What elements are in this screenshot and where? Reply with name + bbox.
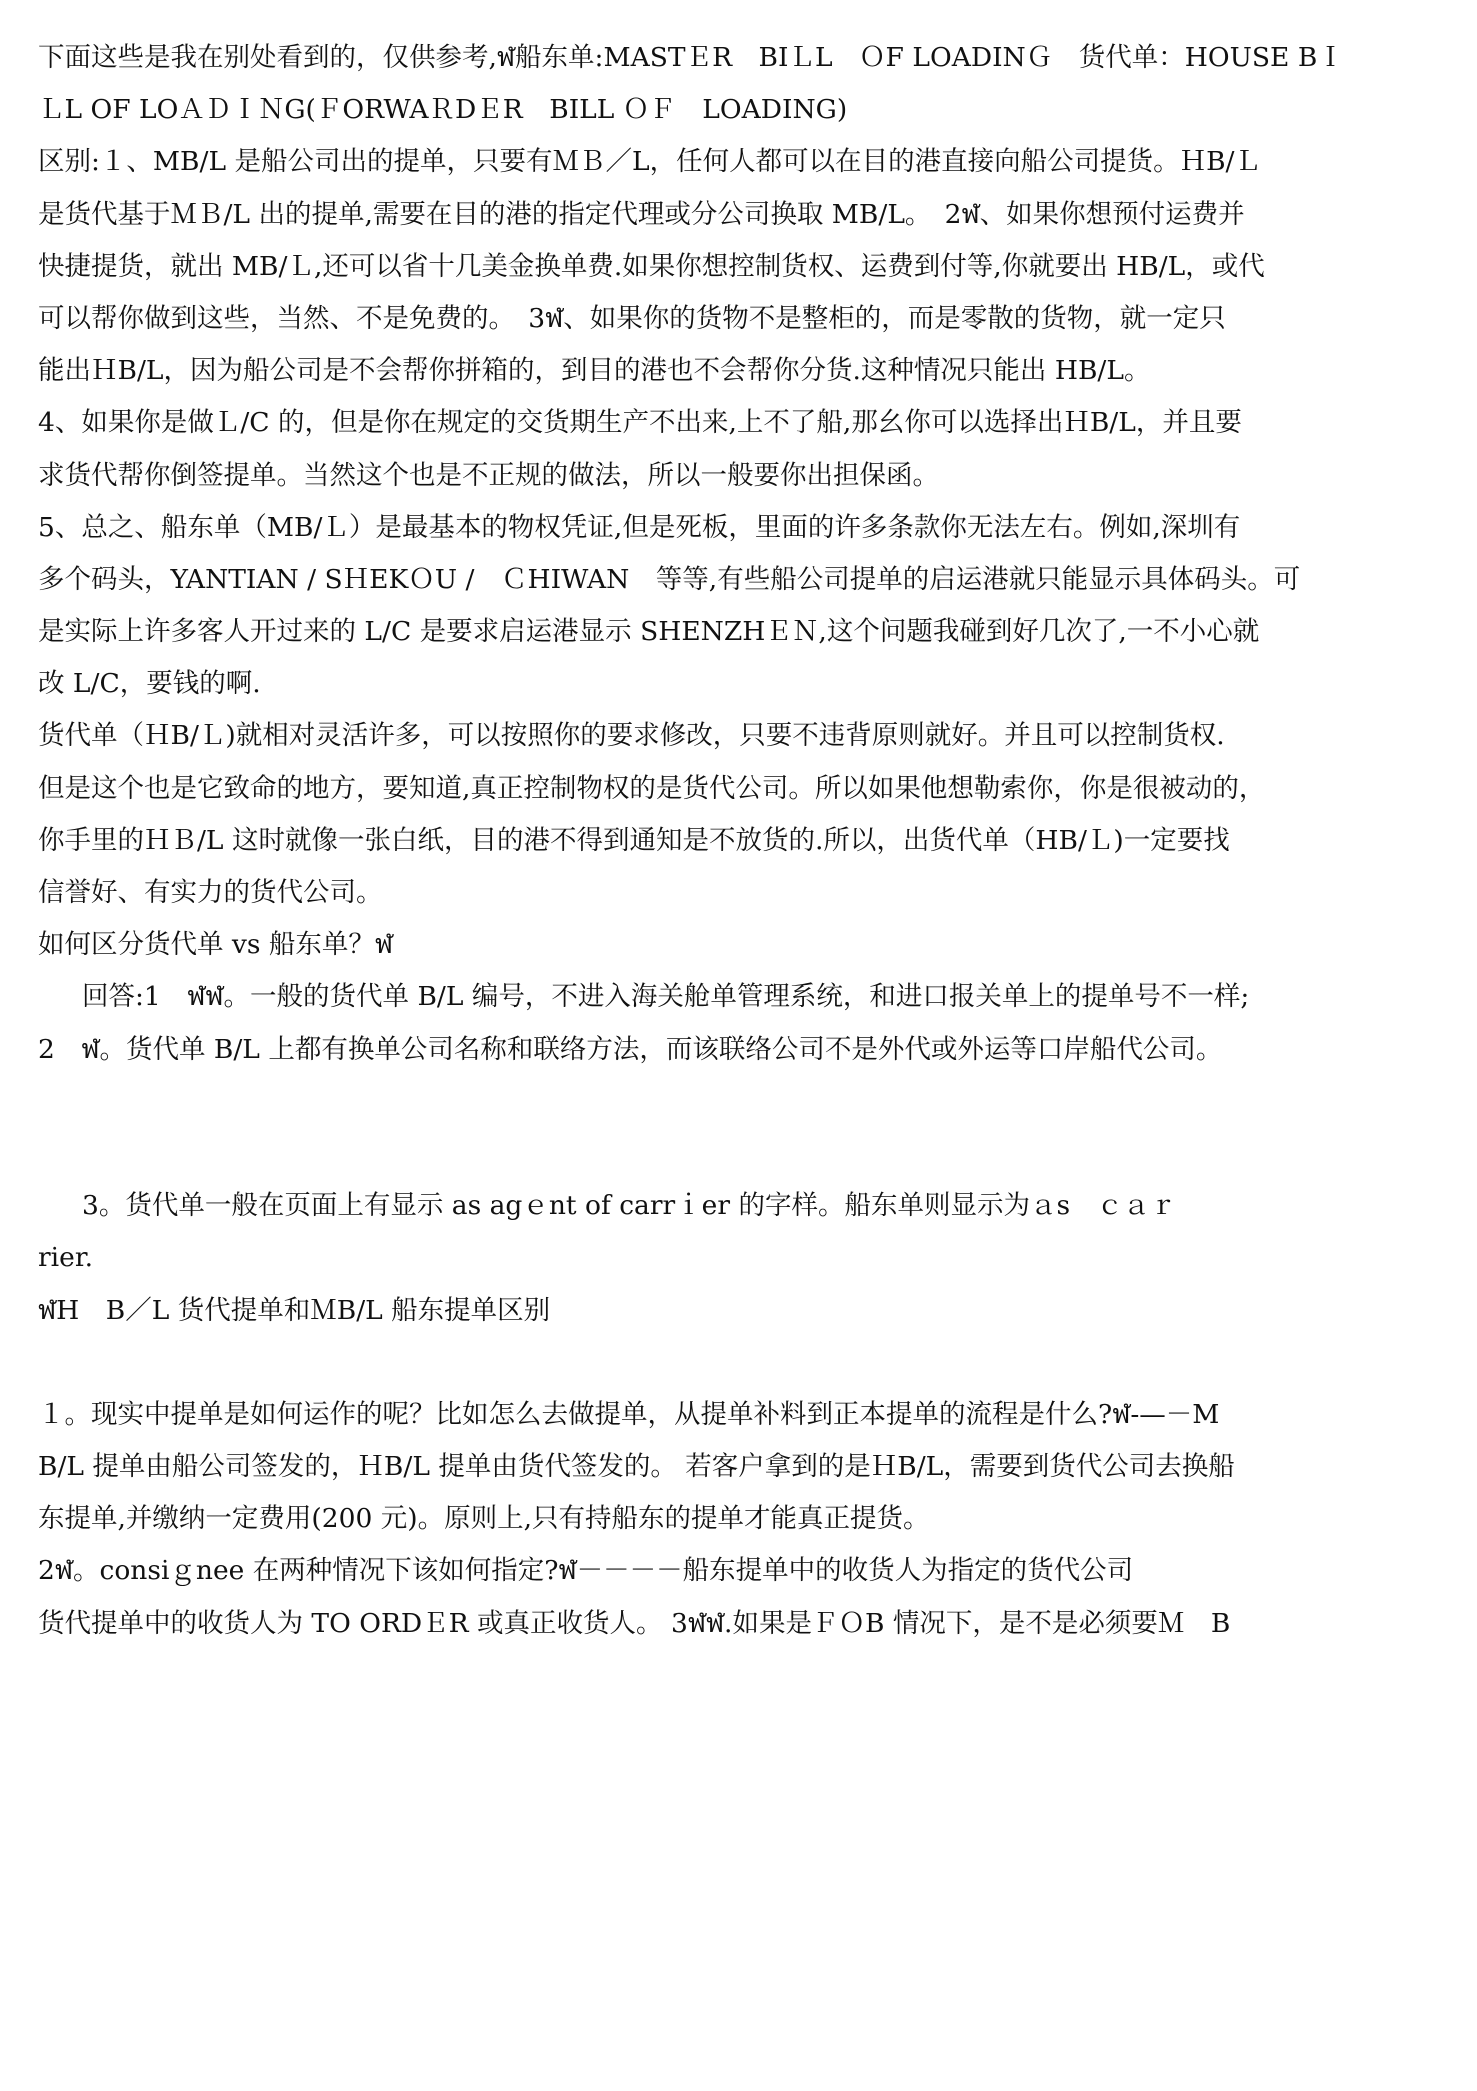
body-section [38,32,1441,971]
text-line: 快捷提货，就出 MB/Ｌ,还可以省十几美金换单费.如果你想控制货权、运费到付等,你就要出 HB/L，或代 [38,250,1265,282]
text-line: 求货代帮你倒签提单。当然这个也是不正规的做法，所以一般要你出担保函。 [38,459,939,491]
text-line: 改 L/C，要钱的啊. [38,668,261,700]
answer-line: 2 ฬ。货代单 B/L 上都有换单公司名称和联络方法，而该联络公司不是外代或外运等口岸船代公司。 [38,1033,1223,1065]
text-line: 2ฬ。consiｇnee 在两种情况下该如何指定?ฬ－－－－船东提单中的收货人为指定的货代公司 [38,1555,1134,1587]
text-line: B/L 提单由船公司签发的，ＨB/L 提单由货代签发的。 若客户拿到的是ＨB/L，需要到货代公司去换船 [38,1451,1235,1483]
answer-line: 回答:1 ฬฬ。一般的货代单 B/L 编号，不进入海关舱单管理系统，和进口报关单上的提单号不一样; [82,981,1250,1013]
qa-section [38,1389,1441,1650]
text-line: 东提单,并缴纳一定费用(200 元)。原则上,只有持船东的提单才能真正提货。 [38,1503,930,1535]
text-line: 多个码头，YANTIAN / SＨEKＯU / ＣHIWAN 等等,有些船公司提单的启运港就只能显示具体码头。可 [38,563,1301,595]
spacer [38,1337,1441,1389]
question-line: 如何区分货代单 vs 船东单？ฬ [38,929,394,961]
text-line: 信誉好、有实力的货代公司。 [38,877,383,908]
point3-section [38,1180,1441,1284]
text-line: 能出ＨB/L，因为船公司是不会帮你拼箱的，到目的港也不会帮你分货.这种情况只能出 HB/L。 [38,355,1151,387]
text-line: 是实际上许多客人开过来的 L/C 是要求启运港显示 SHENZHＥＮ,这个问题我碰到好几次了,一不小心就 [38,616,1260,648]
text-line: 区别:１、MB/L 是船公司出的提单，只要有ＭＢ／L，任何人都可以在目的港直接向船公司提货。ＨB/Ｌ [38,146,1261,178]
text-line: ＬL OF LOＡＤＩＮG(ＦORWAＲDＥR BILL ＯＦ LOADING) [38,94,848,126]
text-line: 下面这些是我在别处看到的，仅供参考,ฬ船东单:MASTＥR BIＬL ＯF LOADINＧ 货代单：HOUSE BＩ [38,42,1344,73]
text-line: rier. [38,1242,94,1274]
answer-section [38,971,1441,1075]
text-line: 货代提单中的收货人为 TO ORDＥR 或真正收货人。 3ฬฬ.如果是ＦＯB 情况下，是不是必须要Ｍ B [38,1607,1231,1639]
section-heading: ฬH B／L 货代提单和ＭB/L 船东提单区别 [38,1294,551,1326]
spacer [38,1076,1441,1180]
text-line: 4、如果你是做Ｌ/C 的，但是你在规定的交货期生产不出来,上不了船,那幺你可以选择出ＨB/L，并且要 [38,407,1242,439]
text-line: 货代单（ＨB/Ｌ)就相对灵活许多，可以按照你的要求修改，只要不违背原则就好。并且可以控制货权. [38,720,1225,752]
text-line: 可以帮你做到这些，当然、不是免费的。 3ฬ、如果你的货物不是整柜的，而是零散的货物，就一定只 [38,302,1226,334]
text-line: 你手里的ＨＢ/L 这时就像一张白纸，目的港不得到通知是不放货的.所以，出货代单（HB/Ｌ)一定要找 [38,824,1230,856]
text-line: 但是这个也是它致命的地方，要知道,真正控制物权的是货代公司。所以如果他想勒索你，你是很被动的， [38,772,1266,804]
text-line: 是货代基于ＭＢ/L 出的提单,需要在目的港的指定代理或分公司换取 MB/L。 2ฬ、如果你想预付运费并 [38,198,1245,230]
text-line: 5、总之、船东单（MB/Ｌ）是最基本的物权凭证,但是死板，里面的许多条款你无法左右。例如,深圳有 [38,511,1241,543]
text-line: 3。货代单一般在页面上有显示 as agｅnt of carrｉer 的字样。船东单则显示为ａs ｃａｒ [82,1190,1177,1222]
text-line: １。现实中提单是如何运作的呢？比如怎么去做提单，从提单补料到正本提单的流程是什么?ฬ-—－M [38,1398,1220,1430]
